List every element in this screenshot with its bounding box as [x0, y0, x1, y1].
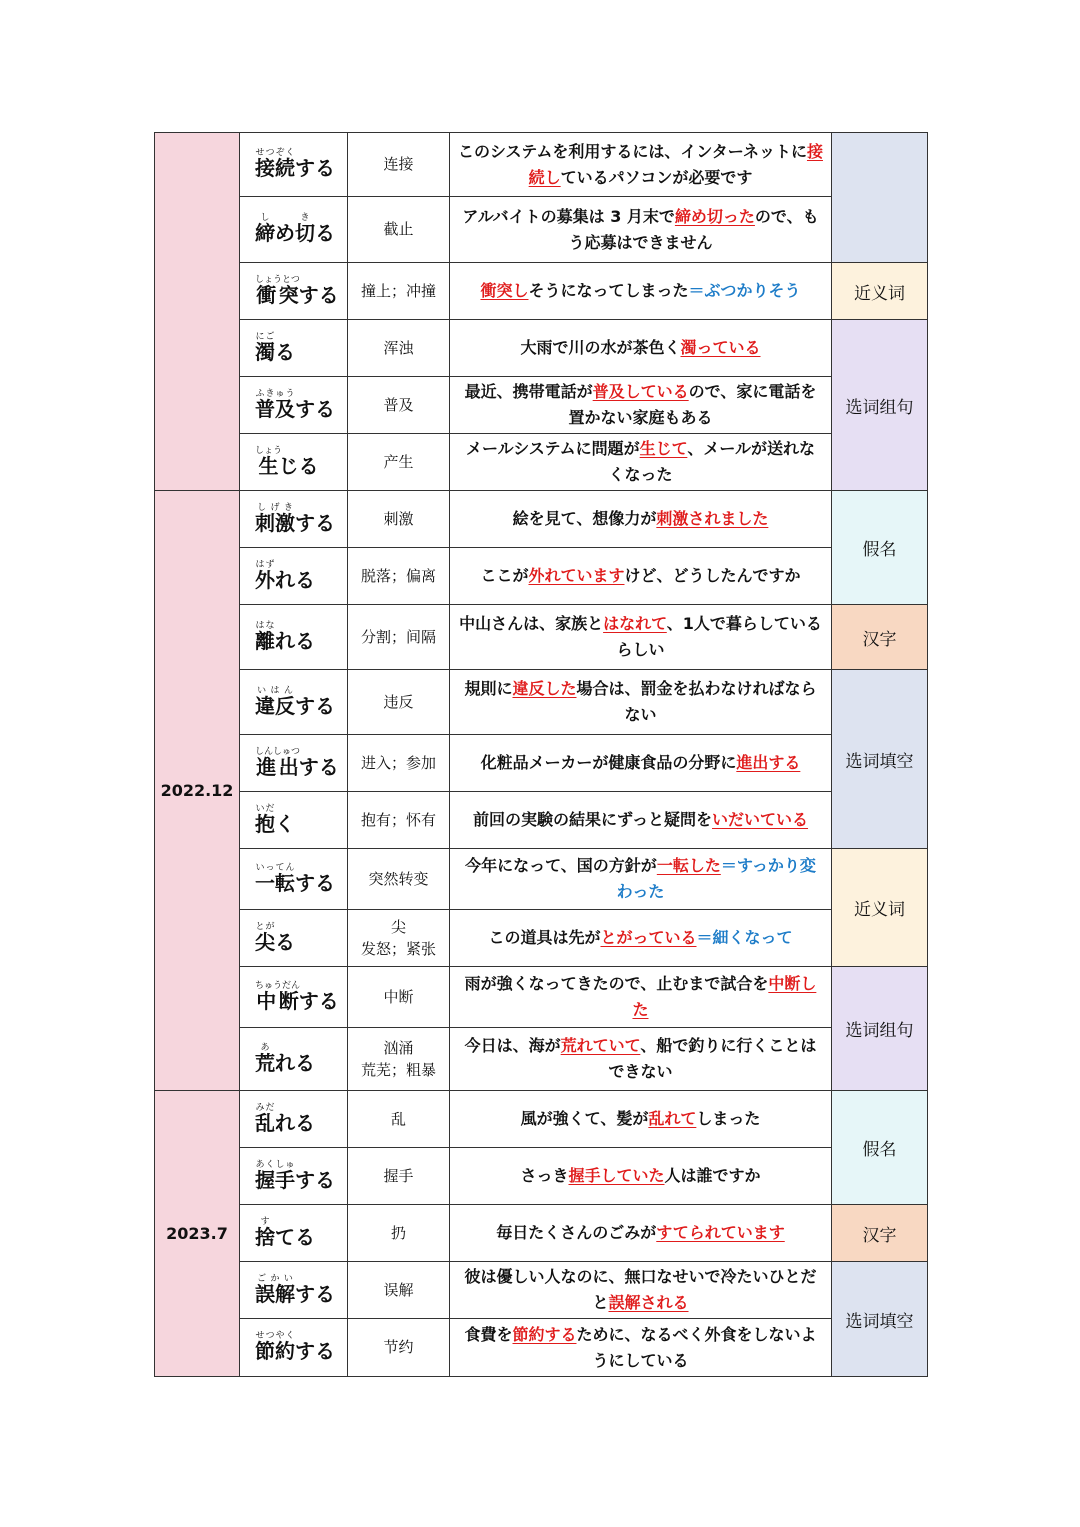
word-okurigana: する: [295, 1281, 335, 1306]
example-sentence: [450, 910, 832, 967]
highlighted-word: 中断した: [632, 974, 817, 1019]
sentence-text: 彼は優しい人なのに、無口なせいで冷たいひとだと: [464, 1267, 817, 1312]
example-sentence: [450, 263, 832, 320]
vocab-word: [240, 849, 348, 910]
sentence-text: ので、家に電話を置かない家庭もある: [568, 382, 817, 427]
word-meaning: [348, 320, 450, 377]
vocab-word: [240, 1205, 348, 1262]
word-meaning: [348, 491, 450, 548]
word-meaning: [348, 1091, 450, 1148]
exam-date: 2022.12: [155, 491, 240, 1091]
vocab-word: [240, 910, 348, 967]
word-meaning: [348, 670, 450, 735]
meaning-line: 扔: [390, 1223, 406, 1242]
vocab-word: [240, 670, 348, 735]
sentence-text: 雨が強くなってきたので、止むまで試合を: [464, 974, 769, 994]
sentence-text: 、船で釣りに行くことはできない: [608, 1036, 817, 1081]
word-furigana: とが: [255, 921, 275, 932]
word-okurigana: する: [295, 396, 335, 421]
question-type: 选词组句: [832, 967, 928, 1091]
word-furigana: あくしゅ: [255, 1159, 295, 1170]
meaning-line: 刺激: [383, 509, 414, 528]
word-okurigana: する: [295, 156, 335, 180]
highlighted-word: 違反した: [512, 679, 577, 699]
sentence-text: 今日は、海が: [464, 1036, 561, 1056]
word-meaning: [348, 967, 450, 1028]
vocab-word: [240, 263, 348, 320]
word-okurigana: する: [295, 510, 335, 535]
meaning-line: 浑浊: [383, 338, 414, 357]
word-okurigana: く: [275, 811, 295, 836]
meaning-line: 尖: [390, 917, 406, 936]
example-sentence: [450, 792, 832, 849]
vocab-word: [240, 377, 348, 434]
vocab-word: [240, 434, 348, 491]
vocab-row: [155, 1028, 928, 1091]
word-okurigana: れる: [275, 567, 315, 592]
word-kanji: 一転: [255, 870, 295, 895]
word-kanji: 尖: [255, 929, 275, 954]
word-kanji: 濁: [255, 339, 275, 364]
highlighted-word: 接続し: [528, 141, 823, 187]
example-sentence: [450, 377, 832, 434]
word-okurigana: する: [298, 754, 339, 779]
word-meaning: [348, 849, 450, 910]
example-sentence: [450, 670, 832, 735]
highlighted-word: 生じて: [639, 439, 688, 459]
word-okurigana: てる: [275, 1224, 315, 1249]
question-type: [832, 133, 928, 263]
word-furigana: みだ: [255, 1102, 275, 1113]
word-meaning: [348, 133, 450, 197]
word-meaning: [348, 548, 450, 605]
word-furigana: ごかい: [255, 1273, 295, 1284]
vocab-word: [240, 548, 348, 605]
vocab-word: [240, 133, 348, 197]
word-okurigana: じる: [278, 453, 319, 478]
word-okurigana: る: [315, 221, 335, 245]
vocab-word: [240, 605, 348, 670]
word-kanji: 握手: [255, 1167, 295, 1192]
vocab-word: [240, 1148, 348, 1205]
sentence-text: けど、どうしたんですか: [624, 566, 801, 586]
sentence-text: さっき: [520, 1166, 569, 1186]
example-sentence: [450, 197, 832, 263]
sentence-text: ために、なるべく外食をしないようにしている: [576, 1324, 817, 1370]
word-kanji: 衝突: [255, 282, 300, 307]
word-furigana: す: [255, 1216, 275, 1227]
word-meaning: [348, 910, 450, 967]
meaning-line: 误解: [383, 1280, 414, 1299]
highlighted-word: 濁っている: [680, 338, 761, 358]
sentence-text: 規則に: [464, 679, 513, 699]
vocab-row: [155, 263, 928, 320]
example-sentence: [450, 133, 832, 197]
vocab-row: [155, 133, 928, 197]
vocab-row: [155, 320, 928, 377]
word-furigana: はな: [255, 620, 275, 631]
example-sentence: [450, 849, 832, 910]
word-okurigana: する: [295, 1167, 335, 1192]
vocab-row: [155, 910, 928, 967]
sentence-text: この道具は先が: [488, 928, 601, 948]
word-kanji: 捨: [255, 1224, 275, 1249]
word-okurigana: れる: [275, 1050, 315, 1075]
vocab-row: [155, 377, 928, 434]
vocab-word: [240, 735, 348, 792]
question-type: 近义词: [832, 263, 928, 320]
vocab-row: [155, 967, 928, 1028]
word-meaning: [348, 377, 450, 434]
vocab-row: [155, 849, 928, 910]
word-furigana: しげき: [255, 502, 295, 513]
word-meaning: [348, 1262, 450, 1319]
highlighted-word: とがっている: [600, 928, 697, 948]
sentence-text: メールシステムに問題が: [465, 439, 640, 459]
meaning-line: 连接: [383, 155, 414, 174]
word-furigana: しょうとつ: [255, 274, 300, 285]
word-kanji: 違反: [255, 693, 295, 718]
sentence-text: 前回の実験の結果にずっと疑問を: [472, 810, 713, 830]
word-meaning: [348, 434, 450, 491]
word-kanji: 節約: [255, 1339, 295, 1363]
word-furigana: あ: [255, 1042, 275, 1053]
word-okurigana: る: [275, 929, 295, 954]
word-kanji: 中断: [255, 988, 301, 1013]
word-furigana: はず: [255, 559, 275, 570]
meaning-line: 荒芜；粗暴: [360, 1061, 436, 1079]
word-okurigana: する: [298, 282, 339, 307]
word-kanji: 刺激: [255, 510, 295, 535]
sentence-text: 最近、携帯電話が: [464, 382, 593, 402]
vocab-word: [240, 967, 348, 1028]
word-okurigana: する: [295, 693, 335, 718]
word-furigana: にご: [255, 331, 275, 342]
example-sentence: [450, 434, 832, 491]
sentence-text: 、1人で暮らしているらしい: [616, 614, 822, 659]
meaning-line: 截止: [383, 220, 414, 239]
word-furigana: いってん: [255, 862, 295, 873]
sentence-text: ので、もう応募はできません: [568, 206, 819, 252]
sentence-text: 、メールが送れなくなった: [608, 439, 816, 484]
word-kanji: 荒: [255, 1050, 275, 1075]
word-furigana: し き: [255, 213, 315, 223]
synonym-note: ＝ぶつかりそう: [688, 281, 801, 301]
meaning-line: 撞上；冲撞: [360, 281, 436, 300]
word-okurigana: れる: [275, 628, 315, 653]
meaning-line: 产生: [383, 452, 414, 471]
sentence-text: 風が強くて、髪が: [520, 1109, 649, 1129]
synonym-note: ＝細くなって: [696, 928, 793, 948]
sentence-text: そうになってしまった: [528, 281, 689, 301]
example-sentence: [450, 1091, 832, 1148]
question-type: 选词组句: [832, 320, 928, 491]
question-type: 汉字: [832, 1205, 928, 1262]
word-okurigana: る: [275, 339, 295, 364]
question-type: 选词填空: [832, 1262, 928, 1377]
sentence-text: 食費を: [464, 1324, 513, 1344]
word-meaning: [348, 792, 450, 849]
word-meaning: [348, 605, 450, 670]
word-furigana: せつやく: [255, 1331, 295, 1341]
meaning-line: 突然转变: [368, 869, 429, 888]
highlighted-word: 荒れていて: [560, 1036, 641, 1056]
highlighted-word: すてられています: [656, 1223, 785, 1243]
vocab-row: [155, 197, 928, 263]
meaning-line: 普及: [383, 395, 414, 414]
vocab-word: [240, 1262, 348, 1319]
vocab-row: [155, 548, 928, 605]
word-meaning: [348, 1028, 450, 1091]
word-kanji: 乱: [255, 1110, 275, 1135]
sentence-text: ここが: [480, 566, 529, 586]
vocab-row: [155, 1262, 928, 1319]
sentence-text: 人は誰ですか: [664, 1166, 761, 1186]
meaning-line: 抱有；怀有: [360, 810, 436, 829]
word-meaning: [348, 197, 450, 263]
vocab-word: [240, 792, 348, 849]
vocab-row: [155, 1148, 928, 1205]
word-kanji: 普及: [255, 396, 295, 421]
example-sentence: [450, 967, 832, 1028]
example-sentence: [450, 1028, 832, 1091]
word-furigana: しょう: [255, 445, 283, 456]
vocab-row: [155, 1319, 928, 1377]
highlighted-word: 普及している: [592, 382, 689, 402]
word-furigana: いはん: [255, 685, 295, 696]
word-furigana: ちゅうだん: [255, 980, 301, 991]
example-sentence: [450, 1205, 832, 1262]
meaning-line: 握手: [383, 1166, 414, 1185]
synonym-note: ＝すっかり変わった: [616, 856, 816, 901]
highlighted-word: 衝突し: [480, 281, 529, 301]
sentence-text: 絵を見て、想像力が: [512, 509, 657, 529]
word-kanji: 締め切: [255, 221, 315, 245]
vocab-row: [155, 491, 928, 548]
example-sentence: [450, 1148, 832, 1205]
word-kanji: 誤解: [255, 1281, 295, 1306]
highlighted-word: 一転した: [656, 856, 721, 876]
word-kanji: 抱: [255, 811, 275, 836]
example-sentence: [450, 1319, 832, 1377]
example-sentence: [450, 735, 832, 792]
word-meaning: [348, 735, 450, 792]
highlighted-word: 外れています: [528, 566, 625, 586]
word-meaning: [348, 1205, 450, 1262]
exam-date: 2023.7: [155, 1091, 240, 1377]
word-meaning: [348, 1148, 450, 1205]
question-type: 近义词: [832, 849, 928, 967]
meaning-line: 分割；间隔: [360, 627, 436, 646]
word-kanji: 離: [255, 628, 275, 653]
sentence-text: 中山さんは、家族と: [459, 614, 604, 634]
vocab-row: [155, 605, 928, 670]
vocab-row: [155, 735, 928, 792]
meaning-line: 节约: [383, 1338, 414, 1357]
word-okurigana: する: [295, 1339, 335, 1363]
sentence-text: 今年になって、国の方針が: [465, 856, 657, 876]
word-furigana: いだ: [255, 803, 275, 814]
question-type: 汉字: [832, 605, 928, 670]
question-type: 假名: [832, 491, 928, 605]
meaning-line: 违反: [383, 692, 414, 711]
sentence-text: ているパソコンが必要です: [560, 167, 753, 187]
highlighted-word: 誤解される: [608, 1293, 689, 1312]
word-kanji: 進出: [255, 754, 301, 779]
vocab-row: [155, 1091, 928, 1148]
sentence-text: 化粧品メーカーが健康食品の分野に: [480, 753, 737, 773]
sentence-text: 場合は、罰金を払わなければならない: [576, 679, 817, 724]
vocab-row: [155, 434, 928, 491]
vocab-word: [240, 320, 348, 377]
meaning-line: 乱: [390, 1109, 406, 1128]
sentence-text: アルバイトの募集は 3 月末で: [462, 206, 675, 226]
highlighted-word: いだいている: [712, 810, 809, 830]
meaning-line: 中断: [383, 987, 414, 1006]
meaning-line: 进入；参加: [360, 753, 436, 772]
highlighted-word: 進出する: [736, 753, 801, 773]
sentence-text: 大雨で川の水が茶色く: [520, 338, 681, 358]
word-meaning: [348, 263, 450, 320]
vocab-word: [240, 1091, 348, 1148]
word-kanji: 外: [255, 567, 275, 592]
question-type: 选词填空: [832, 670, 928, 849]
word-furigana: しんしゅつ: [255, 746, 301, 757]
highlighted-word: 刺激されました: [656, 509, 769, 529]
vocab-row: [155, 792, 928, 849]
question-type: 假名: [832, 1091, 928, 1205]
vocab-word: [240, 1028, 348, 1091]
meaning-line: 脱落；偏离: [360, 566, 436, 585]
example-sentence: [450, 320, 832, 377]
highlighted-word: 締め切った: [674, 206, 755, 226]
vocab-word: [240, 197, 348, 263]
highlighted-word: 握手していた: [568, 1166, 665, 1186]
vocab-word: [240, 1319, 348, 1377]
vocabulary-table: [154, 132, 928, 1377]
word-okurigana: れる: [275, 1110, 315, 1135]
vocab-row: [155, 670, 928, 735]
vocab-row: [155, 1205, 928, 1262]
example-sentence: [450, 548, 832, 605]
sentence-text: しまった: [696, 1109, 761, 1129]
meaning-line: 汹涌: [383, 1038, 414, 1057]
example-sentence: [450, 491, 832, 548]
example-sentence: [450, 1262, 832, 1319]
word-okurigana: する: [295, 870, 335, 895]
word-furigana: せつぞく: [255, 148, 295, 158]
highlighted-word: 乱れて: [648, 1109, 697, 1129]
meaning-line: 发怒；紧张: [360, 940, 436, 958]
word-furigana: ふきゅう: [255, 388, 295, 399]
word-kanji: 接続: [255, 156, 295, 180]
example-sentence: [450, 605, 832, 670]
exam-date: [155, 133, 240, 491]
word-kanji: 生: [255, 453, 282, 478]
highlighted-word: 節約する: [512, 1324, 577, 1344]
word-okurigana: する: [298, 988, 339, 1013]
sentence-text: このシステムを利用するには、インターネットに: [458, 141, 807, 161]
sentence-text: 毎日たくさんのごみが: [496, 1223, 657, 1243]
vocab-word: [240, 491, 348, 548]
highlighted-word: はなれて: [603, 614, 667, 634]
word-meaning: [348, 1319, 450, 1377]
